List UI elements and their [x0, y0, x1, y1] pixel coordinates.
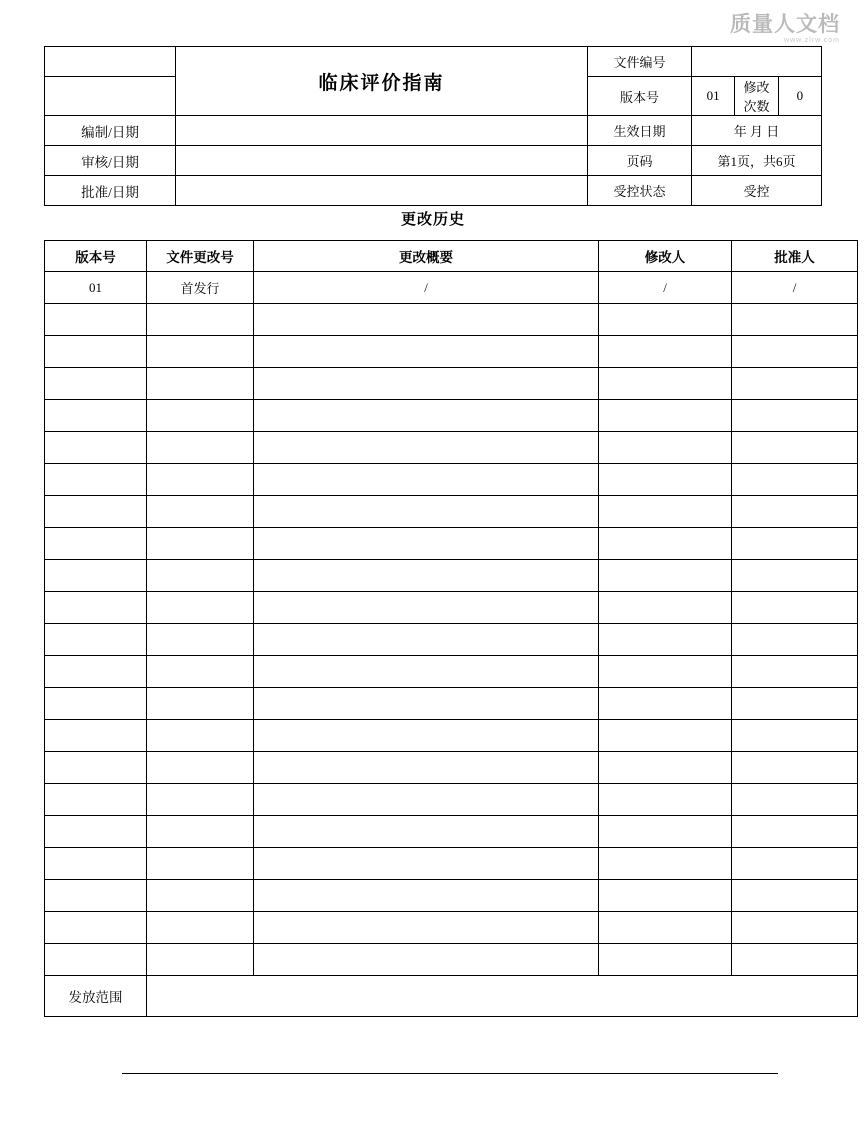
table-row	[45, 624, 858, 656]
table-row	[45, 368, 858, 400]
header-table	[44, 46, 822, 206]
modify-count-value: 0	[778, 77, 821, 116]
cell-approver	[732, 624, 858, 656]
cell-approver	[732, 336, 858, 368]
table-row	[45, 400, 858, 432]
effective-date-label: 生效日期	[588, 116, 692, 146]
cell-summary	[254, 432, 599, 464]
cell-change-number	[147, 624, 254, 656]
cell-version: 01	[45, 272, 147, 304]
cell-version	[45, 624, 147, 656]
cell-version	[45, 848, 147, 880]
table-row	[45, 752, 858, 784]
cell-summary	[254, 816, 599, 848]
cell-version	[45, 400, 147, 432]
table-row	[45, 944, 858, 976]
doc-number-value	[692, 47, 822, 77]
table-row	[45, 880, 858, 912]
table-row	[45, 496, 858, 528]
cell-change-number	[147, 912, 254, 944]
page-number-value: 第1页，共6页	[692, 146, 822, 176]
cell-summary	[254, 304, 599, 336]
cell-modifier	[599, 880, 732, 912]
approved-by-value	[176, 176, 588, 206]
table-row	[45, 146, 822, 176]
approved-by-label: 批准/日期	[45, 176, 176, 206]
cell-change-number	[147, 560, 254, 592]
cell-modifier	[599, 560, 732, 592]
modify-count-label: 修改次数	[735, 77, 778, 116]
cell-summary	[254, 400, 599, 432]
cell-version	[45, 560, 147, 592]
watermark-brand: 质量人文档	[730, 13, 840, 36]
cell-change-number	[147, 656, 254, 688]
cell-summary	[254, 336, 599, 368]
cell-version	[45, 784, 147, 816]
cell-summary	[254, 752, 599, 784]
control-status-value: 受控	[692, 176, 822, 206]
cell-approver	[732, 592, 858, 624]
cell-modifier	[599, 688, 732, 720]
cell-version	[45, 528, 147, 560]
cell-approver	[732, 752, 858, 784]
cell-modifier	[599, 304, 732, 336]
table-row	[45, 784, 858, 816]
watermark-logo	[730, 14, 840, 44]
cell-version	[45, 368, 147, 400]
prepared-by-value	[176, 116, 588, 146]
table-row	[45, 848, 858, 880]
cell-version	[45, 592, 147, 624]
distribution-scope-value	[147, 976, 858, 1017]
cell-version	[45, 656, 147, 688]
cell-approver	[732, 528, 858, 560]
distribution-scope-label: 发放范围	[45, 976, 147, 1017]
cell-approver	[732, 496, 858, 528]
cell-change-number	[147, 816, 254, 848]
table-row	[45, 272, 858, 304]
cell-change-number	[147, 400, 254, 432]
cell-summary	[254, 784, 599, 816]
cell-summary	[254, 592, 599, 624]
cell-modifier	[599, 432, 732, 464]
cell-change-number	[147, 592, 254, 624]
document-header-block	[44, 46, 822, 206]
change-history-table	[44, 240, 858, 1017]
cell-change-number	[147, 752, 254, 784]
cell-approver	[732, 912, 858, 944]
effective-date-value: 年 月 日	[692, 116, 822, 146]
doc-number-label: 文件编号	[588, 47, 692, 77]
section-title-change-history: 更改历史	[400, 211, 465, 228]
cell-version	[45, 720, 147, 752]
cell-summary	[254, 464, 599, 496]
cell-modifier: /	[599, 272, 732, 304]
cell-modifier	[599, 368, 732, 400]
cell-version	[45, 336, 147, 368]
cell-change-number	[147, 784, 254, 816]
cell-approver	[732, 688, 858, 720]
column-header-modifier: 修改人	[599, 241, 732, 272]
cell-change-number	[147, 496, 254, 528]
cell-modifier	[599, 592, 732, 624]
cell-version	[45, 496, 147, 528]
cell-approver	[732, 848, 858, 880]
cell-version	[45, 688, 147, 720]
cell-change-number	[147, 432, 254, 464]
cell-version	[45, 880, 147, 912]
table-row	[45, 47, 822, 77]
header-blank-left-1	[45, 77, 176, 116]
version-label: 版本号	[588, 77, 692, 116]
header-corner-cell	[45, 47, 176, 77]
cell-approver	[732, 784, 858, 816]
table-row	[45, 176, 822, 206]
cell-summary: /	[254, 272, 599, 304]
cell-modifier	[599, 496, 732, 528]
cell-version	[45, 944, 147, 976]
table-row-distribution	[45, 976, 858, 1017]
cell-modifier	[599, 656, 732, 688]
change-history-block	[44, 240, 822, 1017]
cell-modifier	[599, 848, 732, 880]
cell-approver	[732, 880, 858, 912]
cell-change-number	[147, 304, 254, 336]
cell-approver	[732, 464, 858, 496]
cell-version	[45, 304, 147, 336]
table-row	[45, 656, 858, 688]
cell-change-number	[147, 336, 254, 368]
table-row	[45, 432, 858, 464]
cell-summary	[254, 560, 599, 592]
cell-approver	[732, 944, 858, 976]
control-status-label: 受控状态	[588, 176, 692, 206]
page-number-label: 页码	[588, 146, 692, 176]
cell-change-number	[147, 880, 254, 912]
column-header-summary: 更改概要	[254, 241, 599, 272]
cell-change-number	[147, 368, 254, 400]
cell-version	[45, 912, 147, 944]
cell-change-number	[147, 848, 254, 880]
cell-approver	[732, 304, 858, 336]
cell-approver	[732, 368, 858, 400]
cell-modifier	[599, 624, 732, 656]
change-history-body	[45, 272, 858, 1017]
cell-approver	[732, 816, 858, 848]
version-value: 01	[692, 77, 735, 116]
column-header-approver: 批准人	[732, 241, 858, 272]
cell-modifier	[599, 752, 732, 784]
cell-modifier	[599, 400, 732, 432]
column-header-version: 版本号	[45, 241, 147, 272]
cell-change-number	[147, 720, 254, 752]
cell-modifier	[599, 464, 732, 496]
cell-change-number	[147, 944, 254, 976]
cell-change-number	[147, 528, 254, 560]
cell-modifier	[599, 784, 732, 816]
table-row	[45, 304, 858, 336]
cell-modifier	[599, 336, 732, 368]
cell-change-number	[147, 464, 254, 496]
cell-version	[45, 432, 147, 464]
reviewed-by-label: 审核/日期	[45, 146, 176, 176]
cell-approver	[732, 656, 858, 688]
cell-summary	[254, 528, 599, 560]
cell-summary	[254, 624, 599, 656]
cell-modifier	[599, 944, 732, 976]
cell-summary	[254, 880, 599, 912]
cell-modifier	[599, 816, 732, 848]
page-title: 临床评价指南	[176, 47, 588, 116]
table-row	[45, 720, 858, 752]
cell-version	[45, 816, 147, 848]
cell-change-number	[147, 688, 254, 720]
cell-approver: /	[732, 272, 858, 304]
column-header-change-number: 文件更改号	[147, 241, 254, 272]
cell-summary	[254, 656, 599, 688]
footer-divider	[122, 1073, 778, 1074]
table-header-row	[45, 241, 858, 272]
table-row	[45, 912, 858, 944]
table-row	[45, 336, 858, 368]
cell-approver	[732, 560, 858, 592]
table-row	[45, 464, 858, 496]
watermark-url: www.zlrw.com	[784, 37, 840, 44]
cell-change-number: 首发行	[147, 272, 254, 304]
table-row	[45, 592, 858, 624]
table-row	[45, 528, 858, 560]
cell-summary	[254, 368, 599, 400]
table-row	[45, 560, 858, 592]
cell-modifier	[599, 528, 732, 560]
prepared-by-label: 编制/日期	[45, 116, 176, 146]
cell-summary	[254, 496, 599, 528]
cell-approver	[732, 720, 858, 752]
cell-summary	[254, 720, 599, 752]
cell-modifier	[599, 912, 732, 944]
cell-summary	[254, 912, 599, 944]
cell-modifier	[599, 720, 732, 752]
cell-summary	[254, 688, 599, 720]
cell-summary	[254, 944, 599, 976]
cell-approver	[732, 432, 858, 464]
cell-approver	[732, 400, 858, 432]
cell-version	[45, 752, 147, 784]
table-row	[45, 816, 858, 848]
table-row	[45, 116, 822, 146]
cell-summary	[254, 848, 599, 880]
cell-version	[45, 464, 147, 496]
reviewed-by-value	[176, 146, 588, 176]
table-row	[45, 688, 858, 720]
